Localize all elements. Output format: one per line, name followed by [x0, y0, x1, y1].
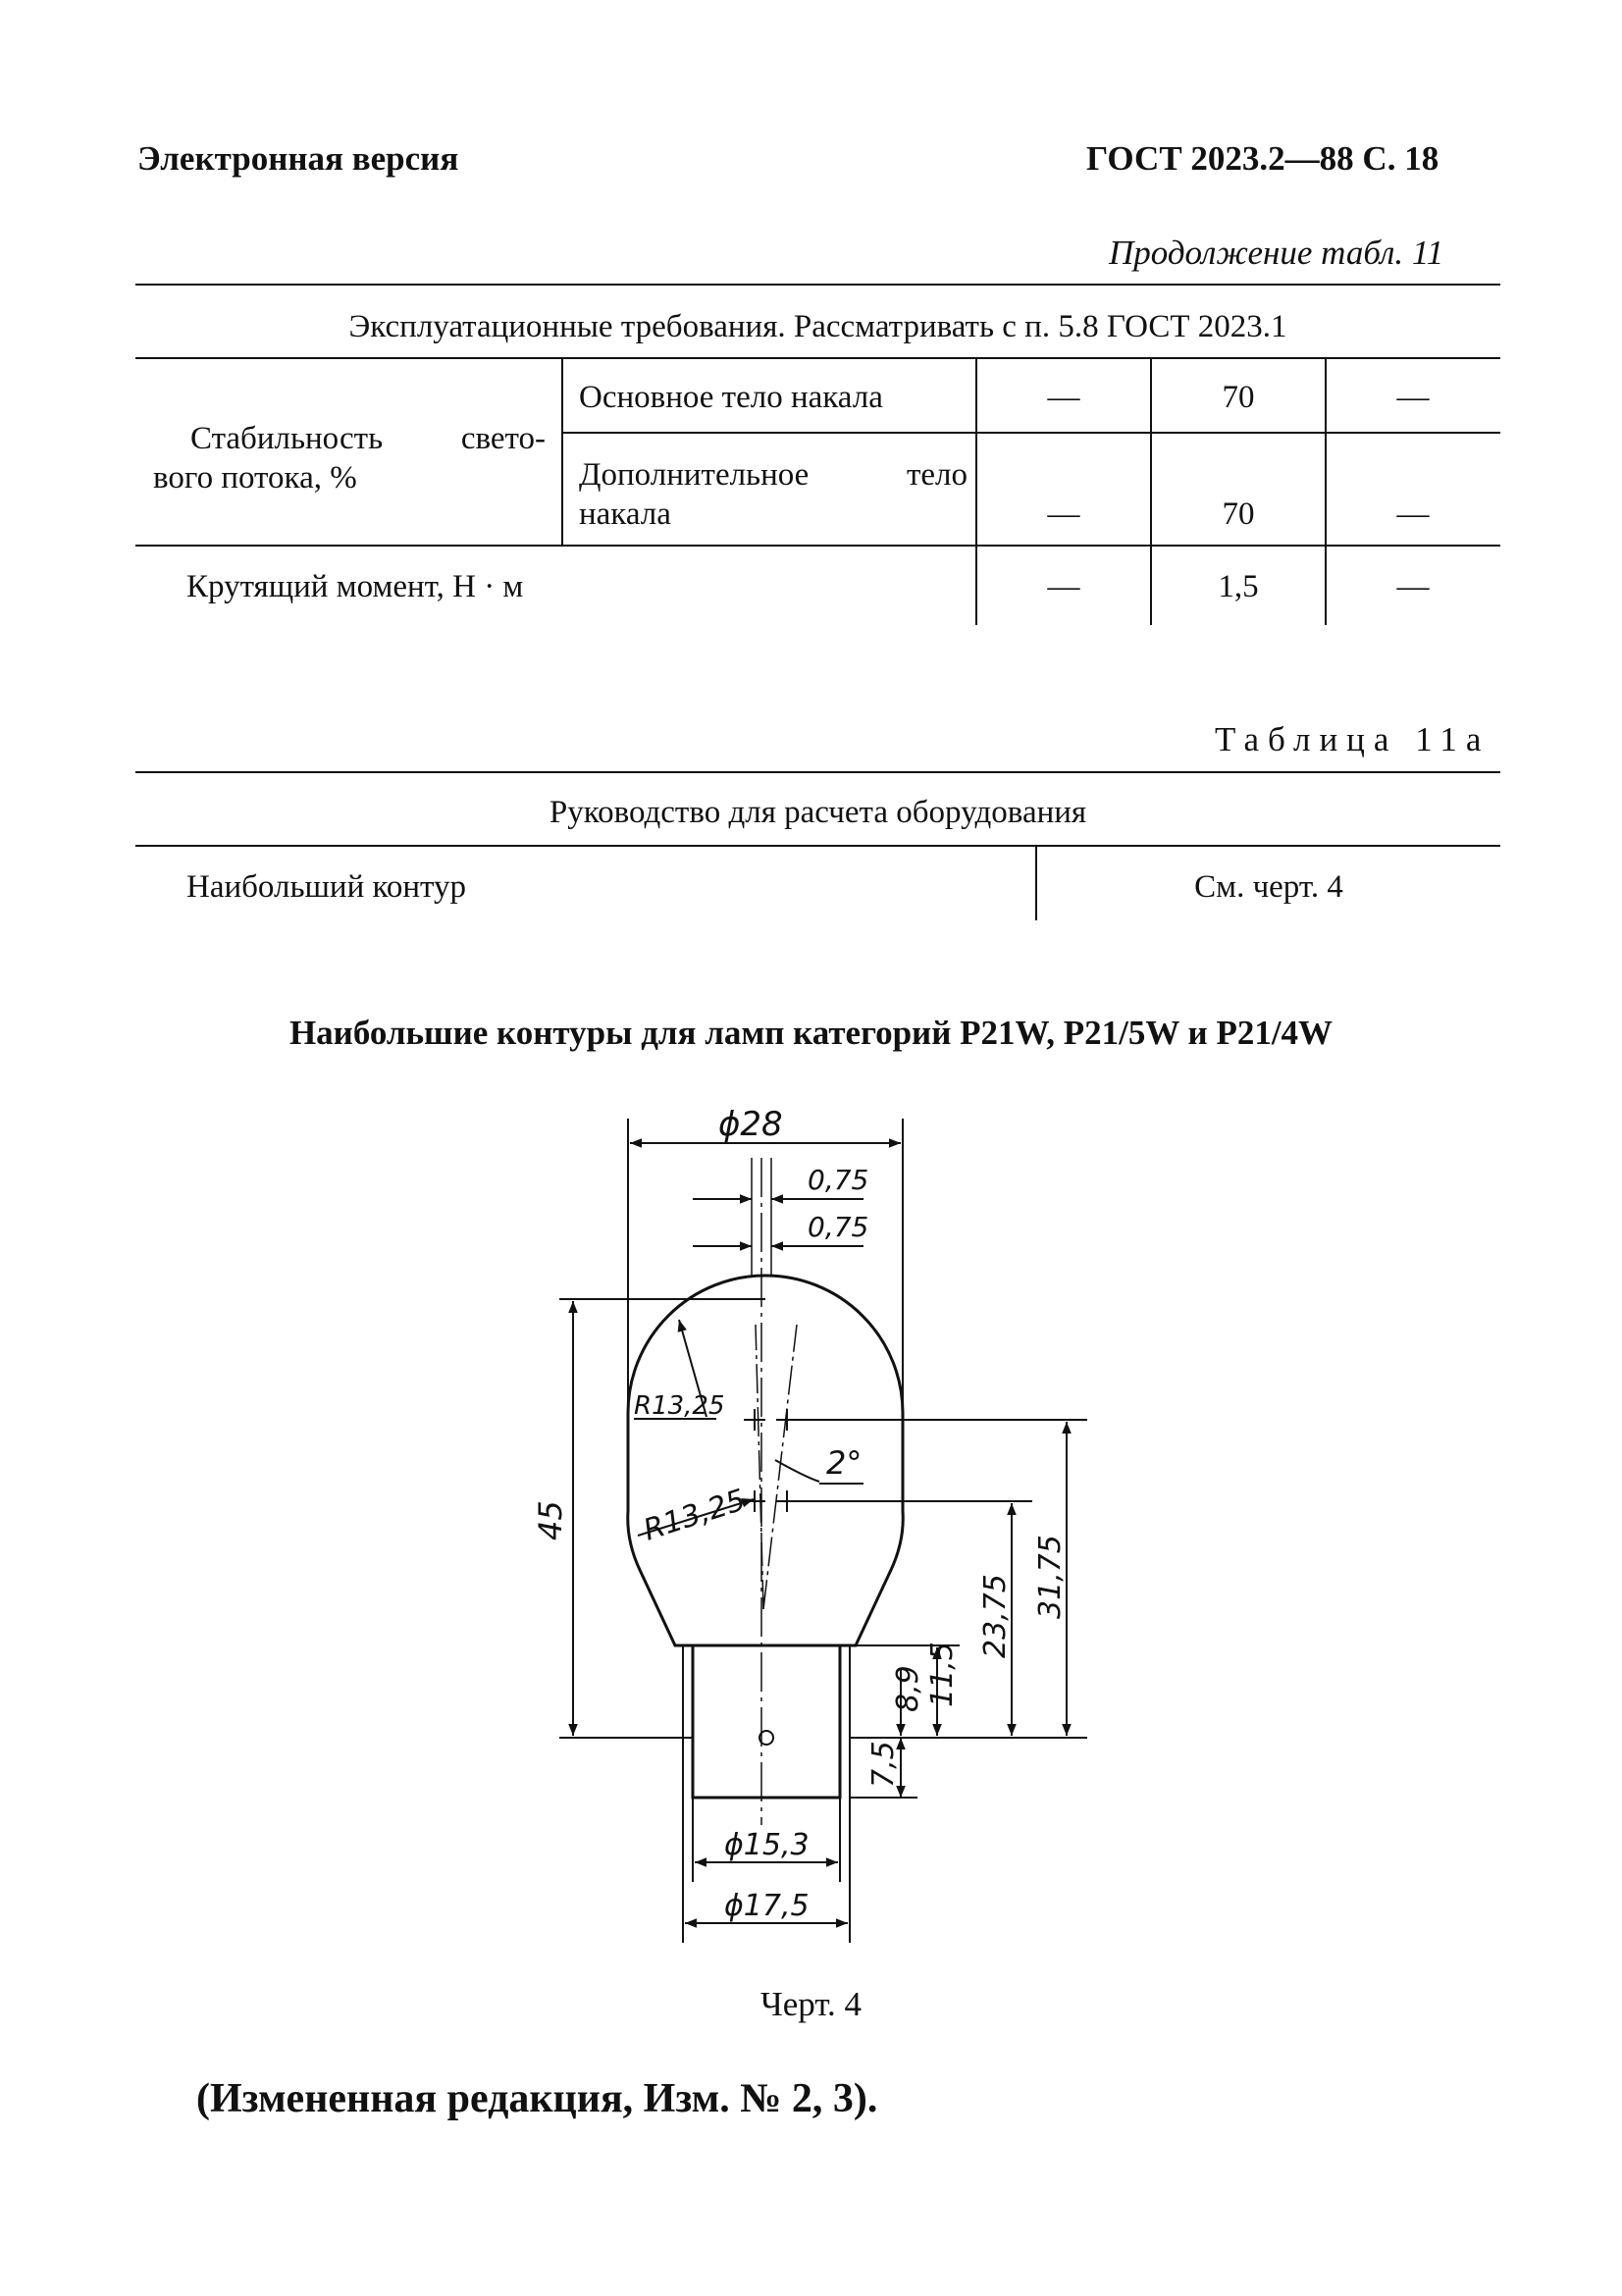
dim-d153: ϕ15,3	[724, 1828, 810, 1862]
dim-115: 11,5	[925, 1642, 960, 1707]
max-value: —	[1396, 569, 1430, 604]
dim-75: 7,5	[866, 1741, 901, 1788]
table-title: Эксплуатационные требования. Рассматривать с п. 5.8 ГОСТ 2023.1	[348, 309, 1287, 344]
dim-radius-1: R13,25	[634, 1391, 725, 1421]
dim-3175: 31,75	[1033, 1535, 1068, 1619]
sub-label-line1: Дополнительное тело	[579, 457, 968, 493]
amendment-note: (Измененная редакция, Изм. № 2, 3).	[196, 2076, 878, 2121]
min-value: —	[1047, 380, 1080, 415]
nom-value: 1,5	[1218, 569, 1259, 604]
dim-offset-2: 0,75	[808, 1211, 869, 1243]
min-value: —	[1047, 569, 1080, 604]
sub-label-line2: накала	[579, 496, 671, 532]
dim-radius-2: R13,25	[639, 1483, 750, 1548]
table-caption: Таблица 11а	[1215, 720, 1491, 758]
dim-45: 45	[532, 1500, 569, 1540]
table-title: Руководство для расчета оборудования	[549, 795, 1087, 830]
figure-heading: Наибольшие контуры для ламп категорий P21W, P21/5W и P21/4W	[288, 1014, 1334, 1052]
dim-2375: 23,75	[978, 1574, 1013, 1658]
min-value: —	[1047, 496, 1080, 532]
dim-d175: ϕ17,5	[724, 1889, 810, 1923]
row-value: См. черт. 4	[1194, 869, 1343, 905]
header-left: Электронная версия	[137, 139, 459, 178]
param-label-line2: вого потока, %	[153, 460, 357, 496]
dim-d28: ϕ28	[718, 1105, 783, 1144]
row-label: Наибольший контур	[186, 869, 466, 905]
param-label-line1: Стабильность свето-	[190, 421, 546, 456]
lamp-base	[693, 1645, 840, 1798]
param-label: Крутящий момент, Н · м	[186, 569, 524, 604]
table-caption: Продолжение табл. 11	[1109, 234, 1444, 272]
max-value: —	[1396, 380, 1430, 415]
nom-value: 70	[1222, 380, 1255, 415]
sub-label: Основное тело накала	[579, 380, 883, 415]
dim-89: 8,9	[891, 1665, 925, 1712]
nom-value: 70	[1222, 496, 1255, 532]
dim-angle: 2°	[826, 1444, 863, 1482]
dim-offset-1: 0,75	[808, 1164, 869, 1196]
header-right: ГОСТ 2023.2—88 С. 18	[1086, 139, 1439, 178]
max-value: —	[1396, 496, 1430, 532]
figure-caption: Черт. 4	[760, 1985, 862, 2023]
